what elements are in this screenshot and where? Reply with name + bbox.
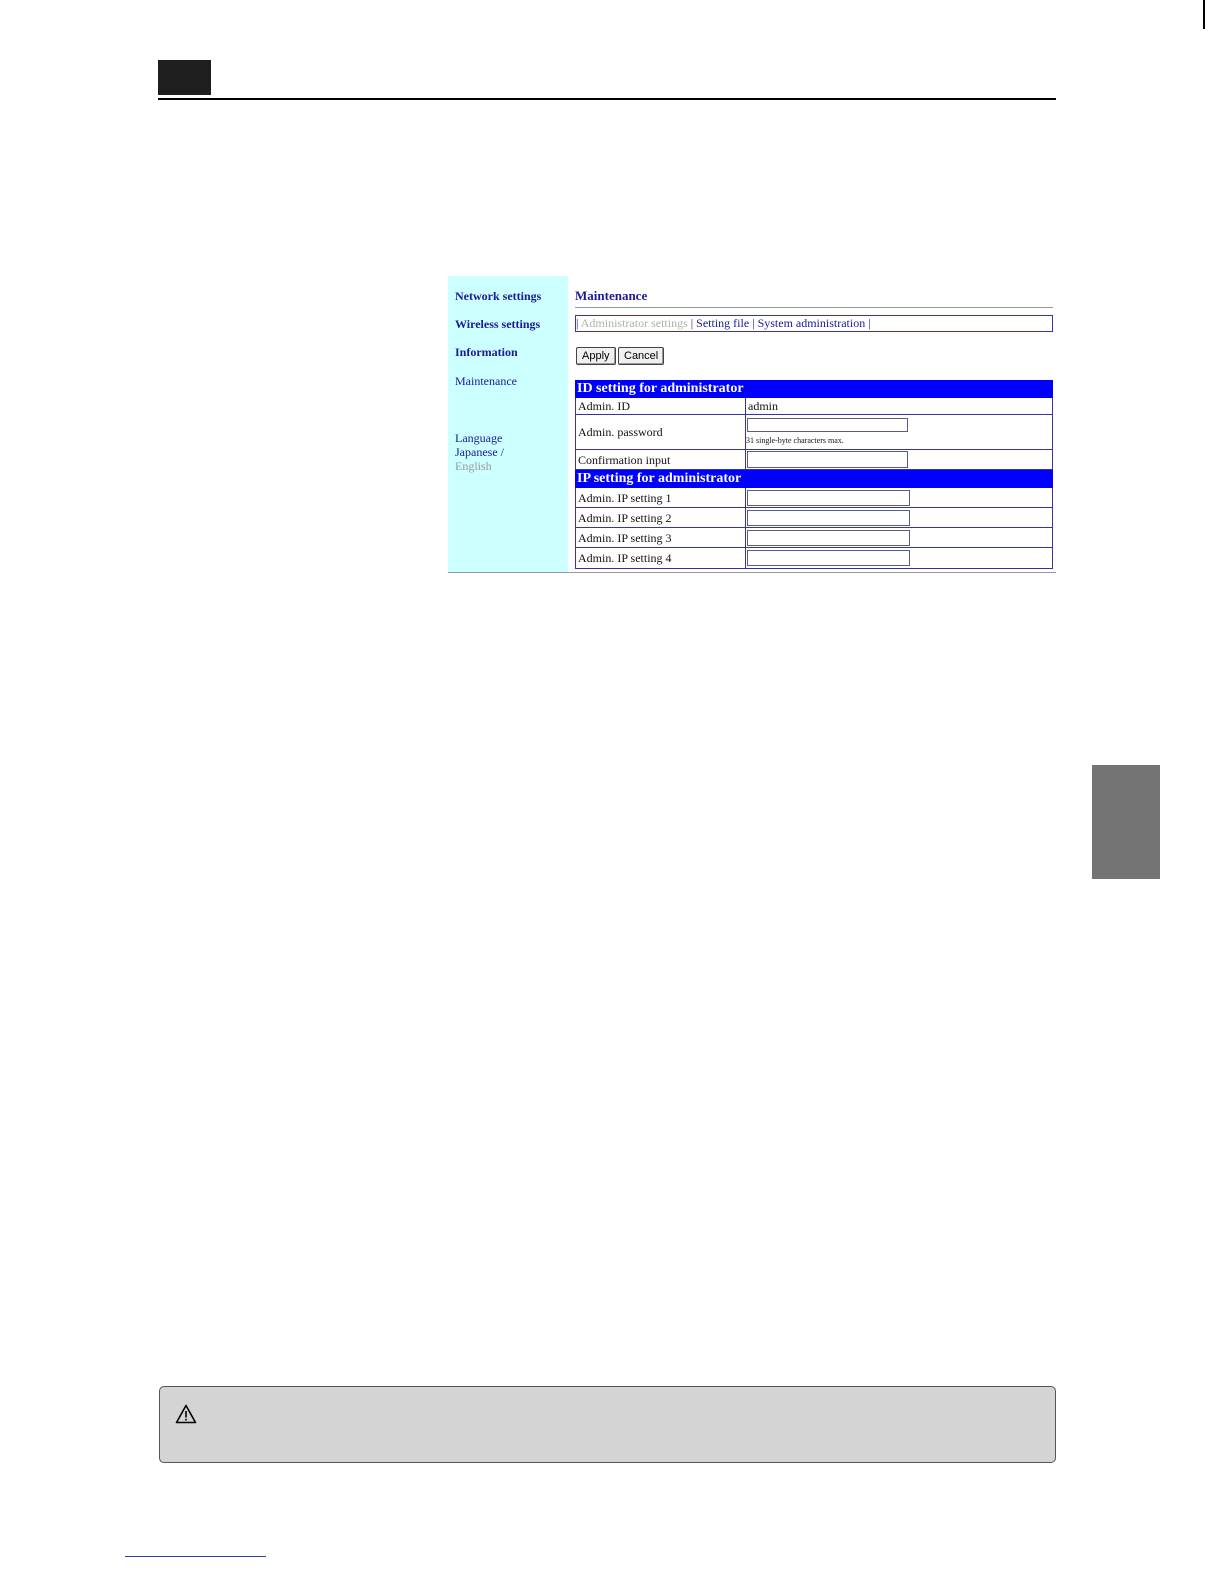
tab-separator: | <box>749 316 758 330</box>
ip-setting-4-input[interactable] <box>747 550 910 566</box>
column-divider <box>745 548 746 568</box>
ip-setting-1-label: Admin. IP setting 1 <box>578 491 672 505</box>
ip-setting-4-label: Admin. IP setting 4 <box>578 551 672 565</box>
language-japanese-link[interactable]: Japanese / <box>455 445 504 459</box>
ip-setting-2-input[interactable] <box>747 510 910 526</box>
tab-separator: | <box>865 316 871 330</box>
admin-id-row <box>575 398 1053 415</box>
footer-link-rule <box>125 1556 266 1557</box>
ip-setting-3-label: Admin. IP setting 3 <box>578 531 672 545</box>
maintenance-tab-bar <box>575 315 1053 332</box>
tab-system-administration[interactable]: System administration <box>757 316 866 330</box>
password-hint: 31 single-byte characters max. <box>746 436 844 445</box>
ip-setting-row <box>575 508 1053 528</box>
tab-setting-file[interactable]: Setting file <box>696 316 750 330</box>
confirmation-label: Confirmation input <box>578 453 671 467</box>
page-title: Maintenance <box>575 288 648 303</box>
tab-separator: | <box>687 316 697 330</box>
nav-maintenance[interactable]: Maintenance <box>455 374 517 388</box>
id-section-header: ID setting for administrator <box>575 380 1053 398</box>
nav-information[interactable]: Information <box>455 345 518 359</box>
title-rule <box>575 307 1053 308</box>
screenshot-bottom-rule <box>448 572 1056 573</box>
ip-setting-2-label: Admin. IP setting 2 <box>578 511 672 525</box>
column-divider <box>745 488 746 507</box>
admin-id-label: Admin. ID <box>578 399 630 413</box>
ip-section-header: IP setting for administrator <box>575 470 1053 488</box>
apply-button[interactable]: Apply <box>576 347 616 365</box>
ip-setting-row <box>575 528 1053 548</box>
admin-password-row <box>575 415 1053 450</box>
cancel-button[interactable]: Cancel <box>618 347 664 365</box>
crop-mark <box>1203 0 1205 29</box>
chapter-header-block <box>158 60 211 95</box>
column-divider <box>745 398 746 414</box>
ip-setting-3-input[interactable] <box>747 530 910 546</box>
column-divider <box>745 450 746 469</box>
language-english-current: English <box>455 459 492 473</box>
ip-setting-row <box>575 488 1053 508</box>
warning-triangle-icon <box>175 1404 197 1424</box>
language-label: Language <box>455 431 503 445</box>
admin-password-input[interactable] <box>747 418 908 432</box>
admin-id-value: admin <box>748 399 778 413</box>
confirmation-row <box>575 450 1053 470</box>
sidebar-nav <box>448 276 568 572</box>
header-rule <box>158 98 1056 100</box>
chapter-side-tab <box>1092 765 1160 879</box>
maintenance-screenshot <box>448 276 1056 574</box>
admin-password-label: Admin. password <box>578 425 663 439</box>
nav-network-settings[interactable]: Network settings <box>455 289 542 303</box>
caution-box <box>159 1386 1056 1463</box>
tab-administrator-settings: Administrator settings <box>580 316 688 330</box>
column-divider <box>745 528 746 547</box>
tab-separator: | <box>576 316 581 330</box>
ip-setting-row <box>575 548 1053 569</box>
nav-wireless-settings[interactable]: Wireless settings <box>455 317 541 331</box>
ip-setting-1-input[interactable] <box>747 490 910 506</box>
column-divider <box>745 508 746 527</box>
confirmation-input[interactable] <box>747 451 908 468</box>
